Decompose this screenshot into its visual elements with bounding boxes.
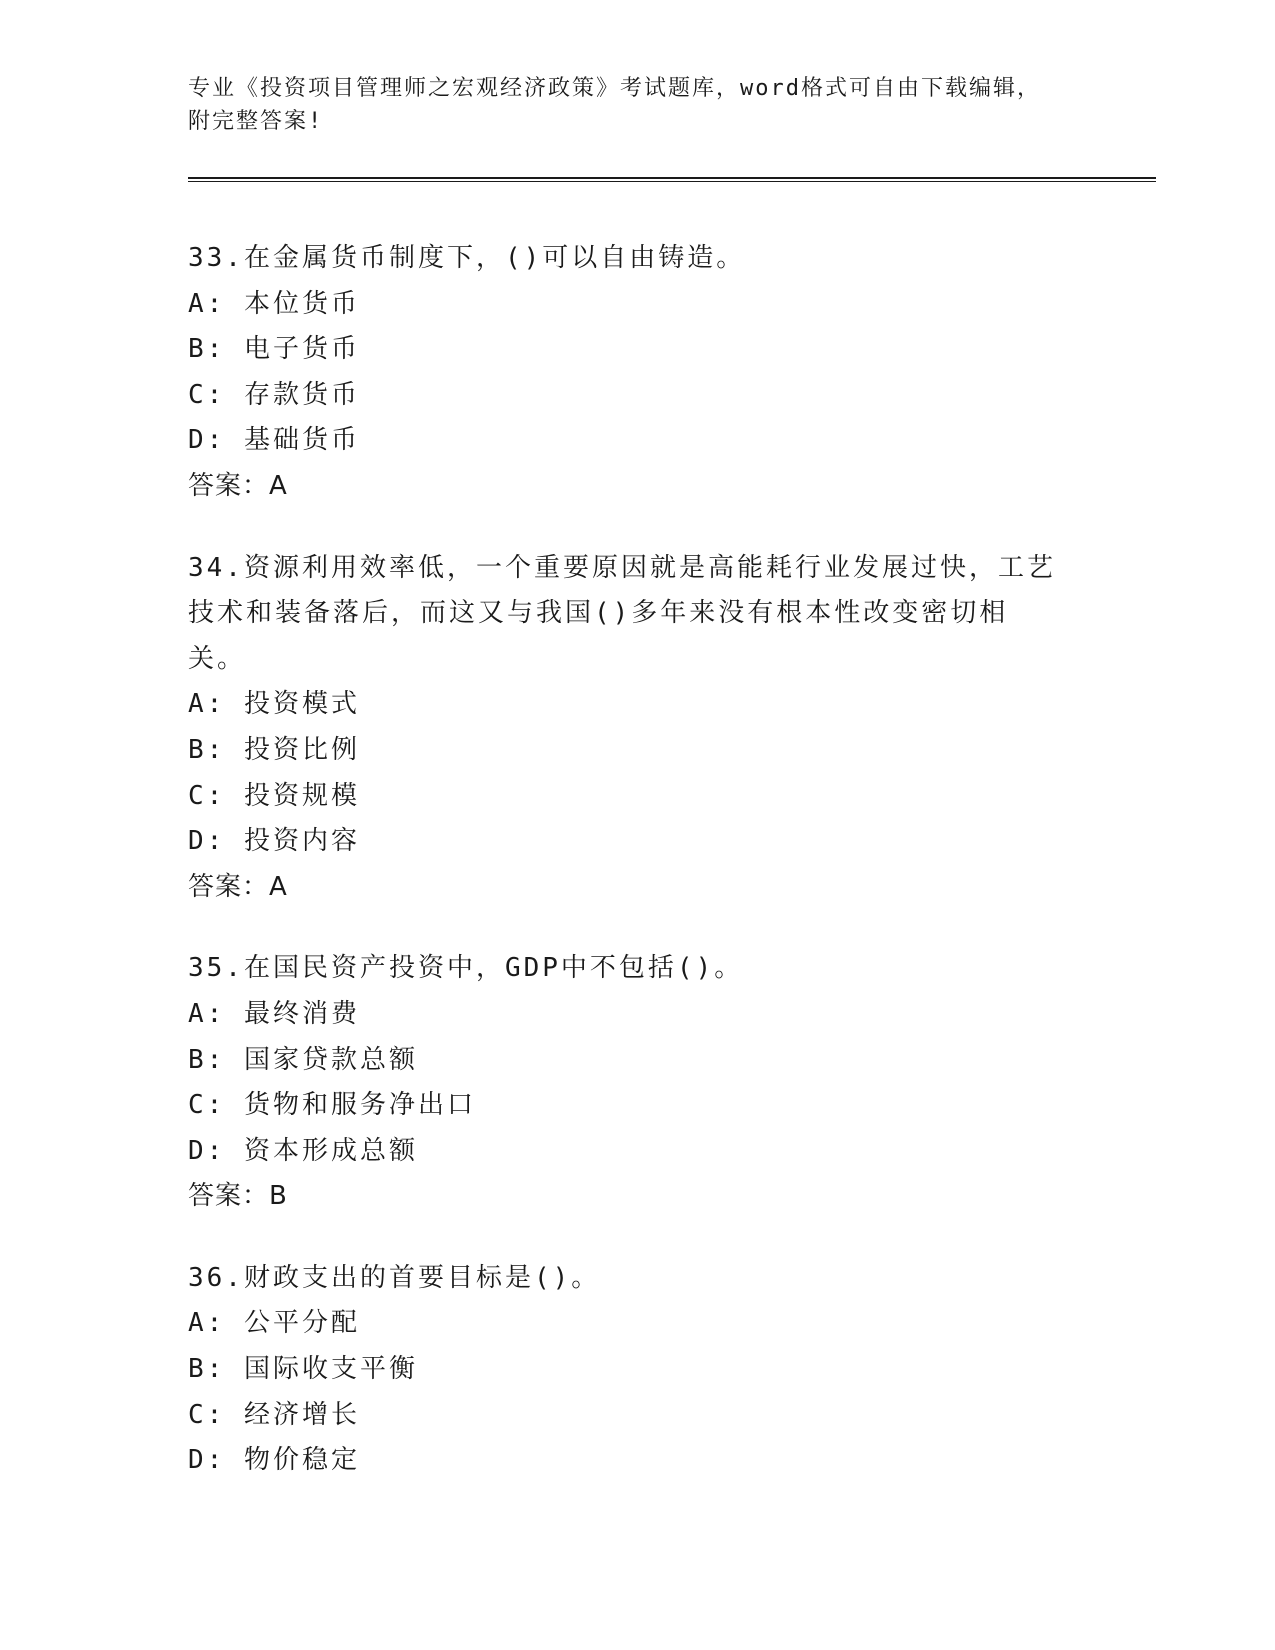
- option-c: C: 经济增长: [188, 1399, 360, 1430]
- option-c: C: 存款货币: [188, 379, 360, 410]
- answer-line: 答案：A: [188, 871, 288, 902]
- question-34: [188, 546, 1088, 911]
- option-d: D: 基础货币: [188, 425, 360, 456]
- question-stem: 33.在金属货币制度下，()可以自由铸造。: [188, 243, 746, 273]
- option-b: B: 投资比例: [188, 734, 360, 765]
- option-d: D: 资本形成总额: [188, 1135, 418, 1166]
- answer-line: 答案：A: [188, 470, 288, 501]
- option-b: B: 国家贷款总额: [188, 1044, 418, 1075]
- question-stem: 35.在国民资产投资中，GDP中不包括()。: [188, 953, 744, 984]
- question-stem: 36.财政支出的首要目标是()。: [188, 1262, 601, 1293]
- answer-line: 答案：B: [188, 1181, 288, 1212]
- option-a: A: 最终消费: [188, 998, 360, 1029]
- option-d: D: 投资内容: [188, 826, 360, 857]
- header-line-2: 附完整答案!: [188, 109, 324, 134]
- header-divider: [188, 177, 1156, 182]
- question-35: [188, 946, 1088, 1220]
- option-c: C: 投资规模: [188, 780, 360, 811]
- question-36: [188, 1256, 1088, 1484]
- option-c: C: 货物和服务净出口: [188, 1090, 476, 1121]
- header-line-1: 专业《投资项目管理师之宏观经济政策》考试题库，word格式可自由下载编辑，: [188, 76, 1041, 101]
- question-list: [188, 236, 1088, 1520]
- question-stem: 34.资源利用效率低，一个重要原因就是高能耗行业发展过快，工艺技术和装备落后，而这又与我国()多年来没有根本性改变密切相关。: [188, 552, 1056, 674]
- option-b: B: 国际收支平衡: [188, 1354, 418, 1385]
- option-a: A: 本位货币: [188, 288, 360, 319]
- document-header: [188, 72, 1068, 138]
- option-a: A: 公平分配: [188, 1308, 360, 1339]
- option-b: B: 电子货币: [188, 334, 360, 365]
- option-a: A: 投资模式: [188, 689, 360, 720]
- option-d: D: 物价稳定: [188, 1445, 360, 1476]
- question-33: [188, 236, 1088, 510]
